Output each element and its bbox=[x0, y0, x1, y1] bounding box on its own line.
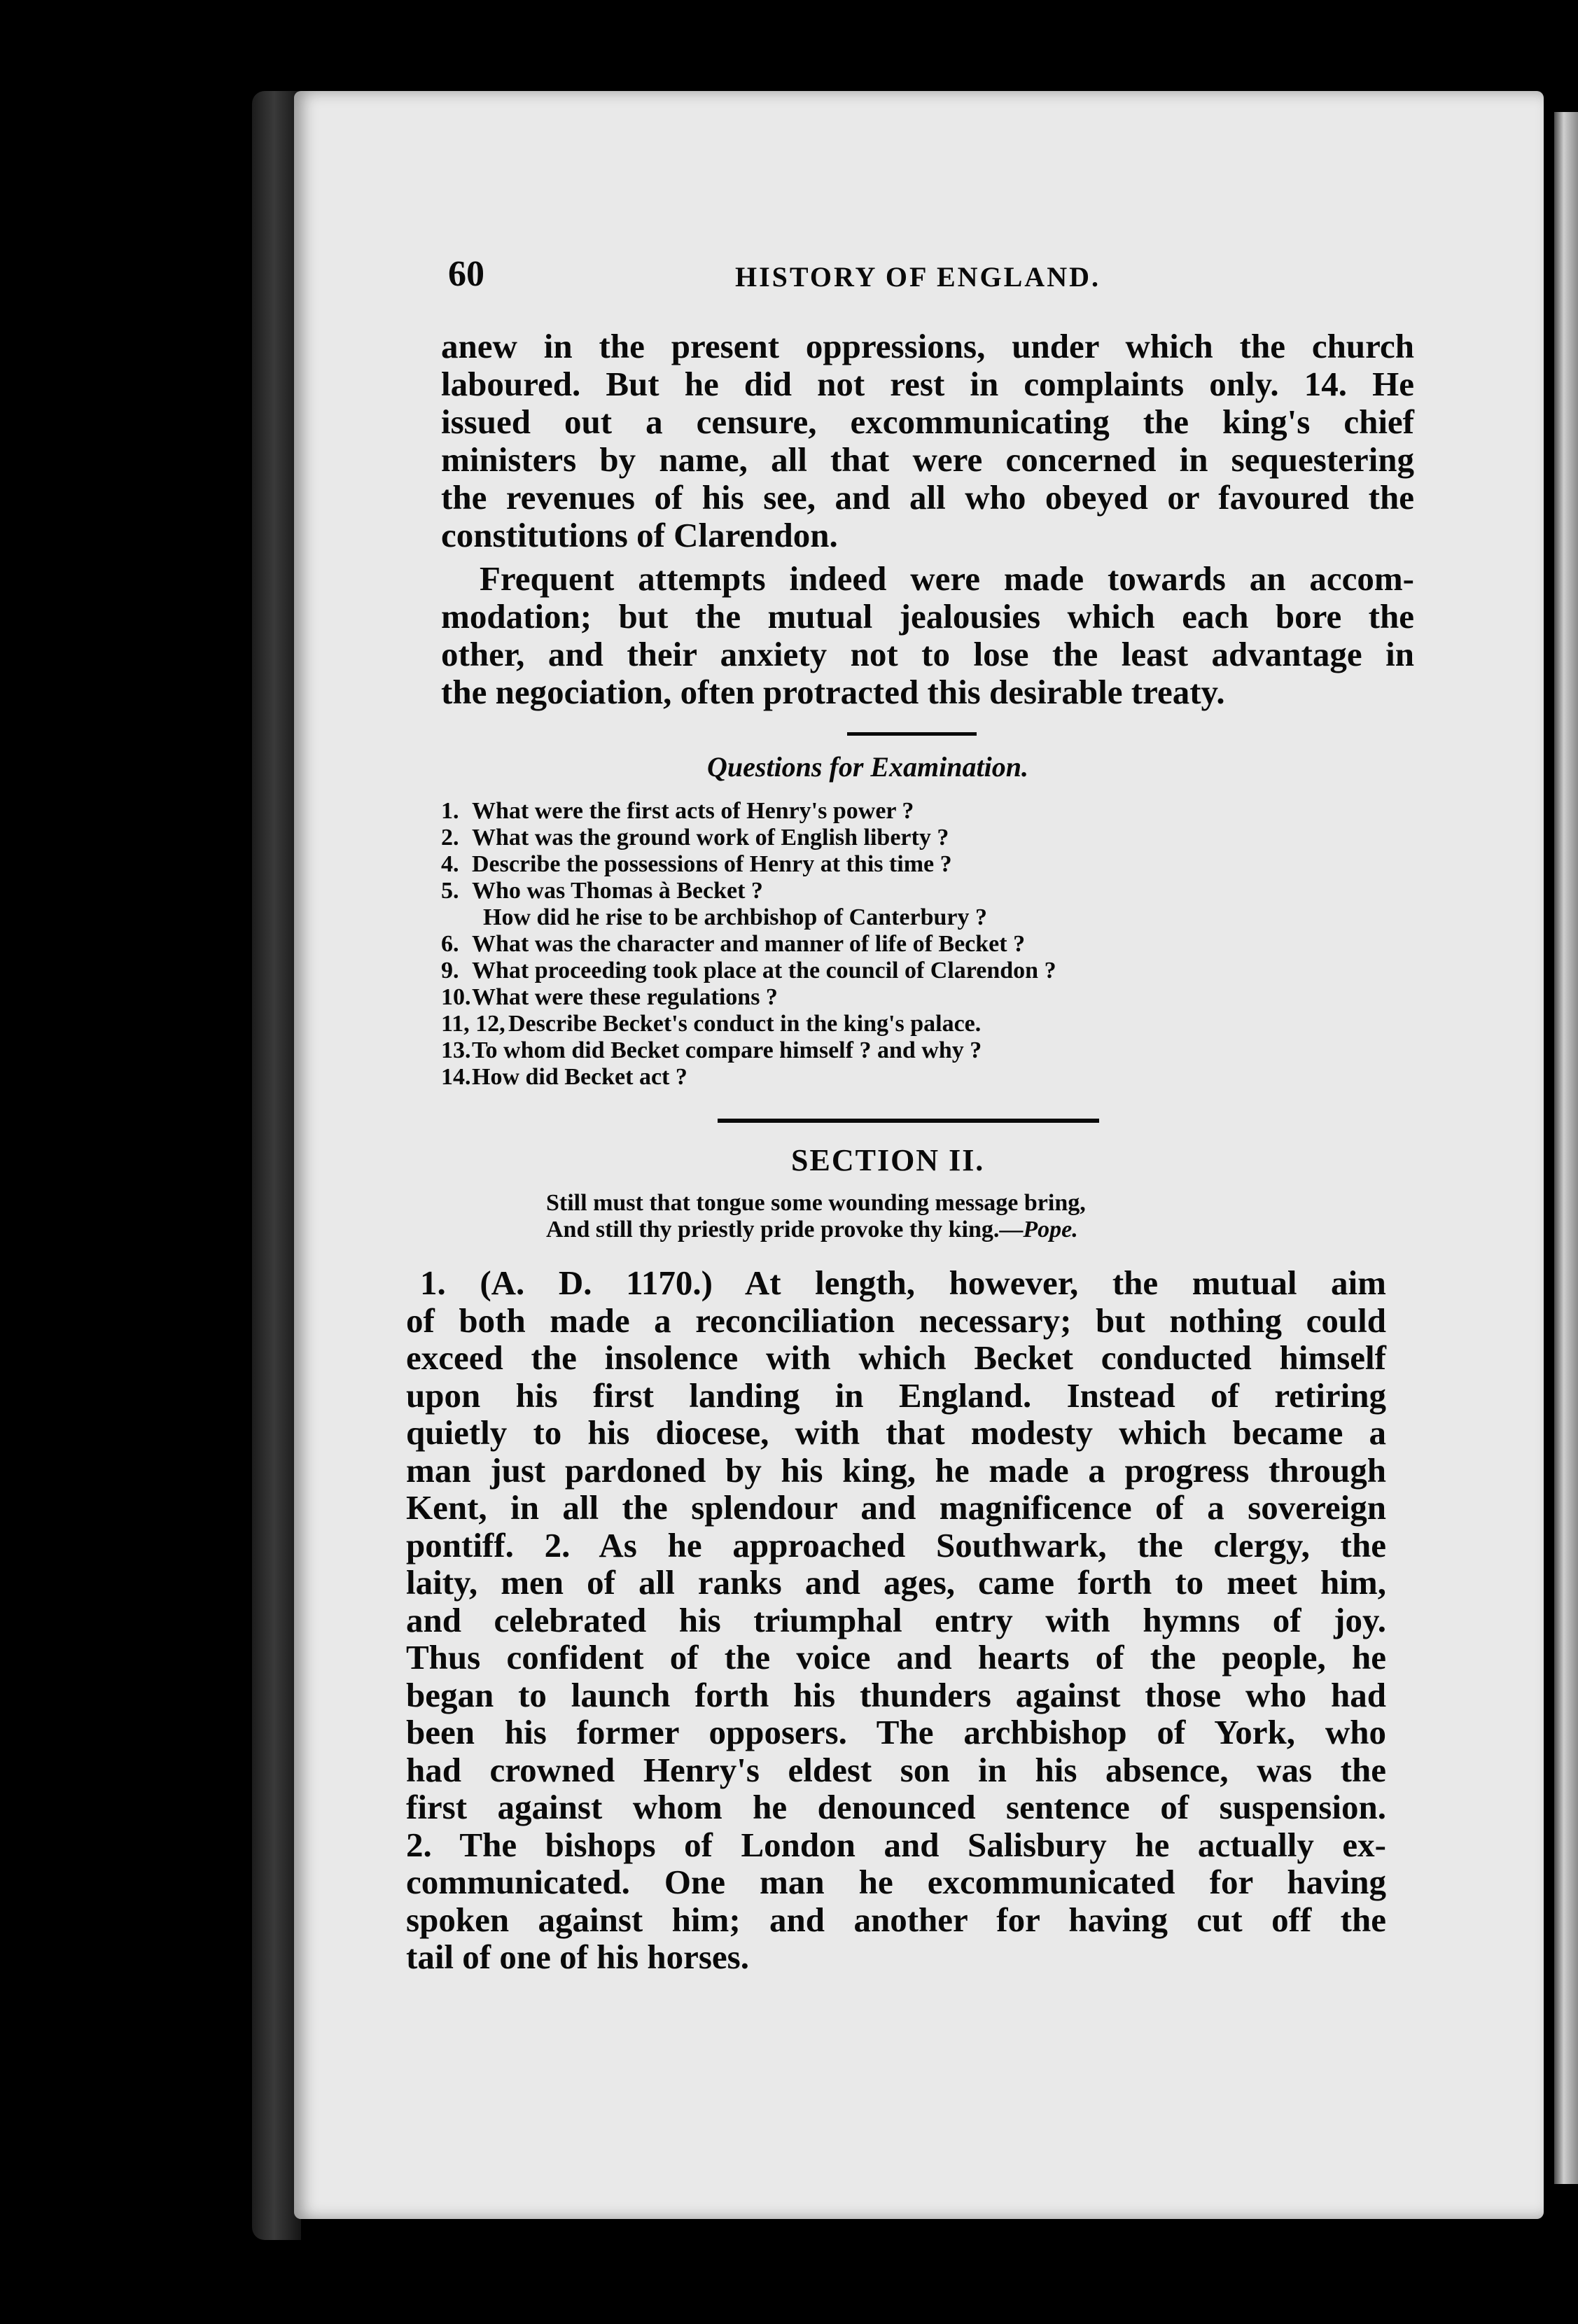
question-text: Describe the possessions of Henry at this time ? bbox=[472, 851, 952, 877]
section-title: SECTION II. bbox=[791, 1143, 985, 1177]
text-line: man just pardoned by his king, he made a progress through bbox=[406, 1450, 1386, 1490]
question-text: Who was Thomas à Becket ? bbox=[472, 878, 763, 904]
question-item bbox=[441, 931, 1267, 958]
text-line: laboured. But he did not rest in complaints only. 14. He bbox=[441, 365, 1414, 403]
question-item bbox=[441, 1037, 1267, 1064]
body-paragraph-1 bbox=[441, 328, 1414, 554]
question-number: 1. bbox=[441, 798, 459, 824]
page-number: 60 bbox=[448, 254, 484, 294]
text-line: spoken against him; and another for having cut off the bbox=[406, 1900, 1386, 1939]
text-line: tail of one of his horses. bbox=[406, 1938, 749, 1976]
question-number: 4. bbox=[441, 851, 459, 877]
text-line: anew in the present oppressions, under which the church bbox=[441, 327, 1414, 365]
question-number: 6. bbox=[441, 931, 459, 957]
question-number: 11, 12, bbox=[441, 1011, 505, 1037]
question-item bbox=[441, 851, 1267, 878]
question-list bbox=[441, 798, 1267, 1091]
text-line: Kent, in all the splendour and magnificence of a sovereign bbox=[406, 1488, 1386, 1527]
text-line: pontiff. 2. As he approached Southwark, the clergy, the bbox=[406, 1525, 1386, 1564]
question-item bbox=[441, 878, 1267, 904]
text-line: began to launch forth his thunders against those who had bbox=[406, 1675, 1386, 1714]
text-line: Frequent attempts indeed were made towards an accom- bbox=[480, 559, 1414, 598]
questions-heading: Questions for Examination. bbox=[707, 751, 1029, 783]
section-divider-long bbox=[718, 1119, 1099, 1123]
question-number: 14. bbox=[441, 1064, 471, 1090]
question-text: To whom did Becket compare himself ? and why ? bbox=[472, 1037, 982, 1063]
epigraph-line bbox=[546, 1217, 1267, 1243]
text-line: modation; but the mutual jealousies which each bore the bbox=[441, 597, 1414, 636]
text-line: laity, men of all ranks and ages, came forth to meet him, bbox=[406, 1563, 1386, 1602]
question-text: What were the first acts of Henry's power ? bbox=[472, 798, 914, 824]
question-text: What were these regulations ? bbox=[472, 984, 778, 1010]
text-line: been his former opposers. The archbishop of York, who bbox=[406, 1713, 1386, 1751]
question-text: What was the ground work of English liberty ? bbox=[472, 825, 949, 850]
question-item bbox=[441, 1064, 1267, 1091]
text-line: quietly to his diocese, with that modesty which became a bbox=[406, 1413, 1386, 1452]
question-item bbox=[441, 825, 1267, 851]
question-text: What proceeding took place at the council of Clarendon ? bbox=[472, 958, 1056, 983]
text-line: the negociation, often protracted this desirable treaty. bbox=[441, 673, 1225, 711]
question-number bbox=[441, 904, 483, 931]
question-number: 9. bbox=[441, 958, 459, 983]
epigraph-line: Still must that tongue some wounding message bring, bbox=[546, 1190, 1086, 1216]
question-text: How did Becket act ? bbox=[472, 1064, 687, 1090]
section-paragraph bbox=[406, 1264, 1386, 1976]
text-line: of both made a reconciliation necessary; but nothing could bbox=[406, 1301, 1386, 1340]
question-text: Describe Becket's conduct in the king's palace. bbox=[508, 1011, 982, 1037]
question-text: How did he rise to be archbishop of Canterbury ? bbox=[483, 904, 988, 930]
question-item bbox=[441, 798, 1267, 825]
text-line: ministers by name, all that were concerned in sequestering bbox=[441, 440, 1414, 479]
text-line: had crowned Henry's eldest son in his absence, was the bbox=[406, 1750, 1386, 1789]
text-line: and celebrated his triumphal entry with hymns of joy. bbox=[406, 1600, 1386, 1639]
text-line: 2. The bishops of London and Salisbury he actually ex- bbox=[406, 1825, 1386, 1864]
epigraph-text: And still thy priestly pride provoke thy king.— bbox=[546, 1217, 1024, 1242]
question-number: 2. bbox=[441, 825, 459, 850]
question-number: 5. bbox=[441, 878, 459, 904]
question-text: What was the character and manner of life of Becket ? bbox=[472, 931, 1026, 957]
text-line: other, and their anxiety not to lose the least advantage in bbox=[441, 635, 1414, 673]
epigraph-author: Pope. bbox=[1023, 1217, 1078, 1242]
body-paragraph-2 bbox=[441, 560, 1414, 711]
text-line: the revenues of his see, and all who obeyed or favoured the bbox=[441, 478, 1414, 517]
text-line: constitutions of Clarendon. bbox=[441, 516, 838, 554]
question-item bbox=[441, 958, 1267, 984]
question-item bbox=[441, 1011, 1267, 1037]
epigraph bbox=[546, 1190, 1267, 1243]
question-item bbox=[441, 984, 1267, 1011]
question-number: 13. bbox=[441, 1037, 471, 1063]
text-line: issued out a censure, excommunicating the king's chief bbox=[441, 402, 1414, 441]
question-item bbox=[441, 904, 1267, 931]
text-line: 1. (A. D. 1170.) At length, however, the mutual aim bbox=[420, 1264, 1386, 1302]
text-line: upon his first landing in England. Instead of retiring bbox=[406, 1376, 1386, 1415]
text-line: first against whom he denounced sentence of suspension. bbox=[406, 1788, 1386, 1826]
running-title: HISTORY OF ENGLAND. bbox=[735, 261, 1101, 293]
text-line: communicated. One man he excommunicated for having bbox=[406, 1863, 1386, 1901]
section-divider-short bbox=[847, 732, 977, 736]
text-line: exceed the insolence with which Becket conducted himself bbox=[406, 1338, 1386, 1377]
text-line: Thus confident of the voice and hearts of the people, he bbox=[406, 1638, 1386, 1676]
next-page-edge bbox=[1554, 112, 1578, 2184]
question-number: 10. bbox=[441, 984, 471, 1010]
